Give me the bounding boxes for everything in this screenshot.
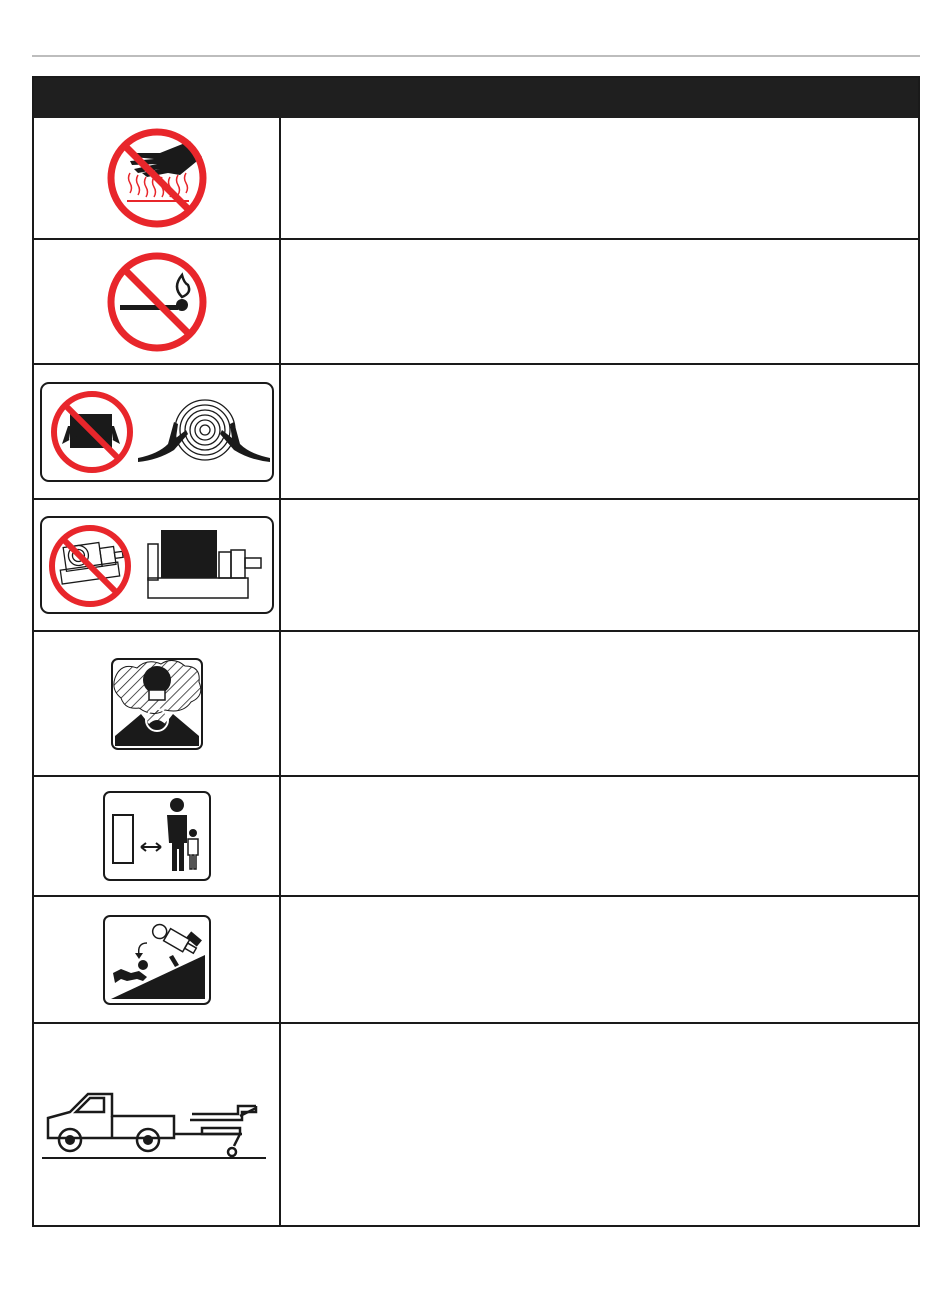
symbol-cell [34, 777, 279, 895]
description-cell [281, 897, 918, 1022]
table-header [34, 78, 918, 118]
symbol-cell [34, 632, 279, 775]
symbol-cell [34, 240, 279, 363]
no-touching-hot-surface-icon [102, 123, 212, 233]
symbol-cell [34, 365, 279, 498]
symbol-cell [34, 1024, 279, 1227]
support-log-with-hands-icon [40, 382, 274, 482]
description-cell [281, 632, 918, 775]
description-cell [281, 777, 918, 895]
table-row [34, 118, 918, 238]
top-rule [32, 55, 920, 57]
table-row [34, 238, 918, 363]
table-row [34, 630, 918, 775]
table-row [34, 775, 918, 895]
tipping-hazard-slope-icon [103, 915, 211, 1005]
table-row [34, 498, 918, 630]
safety-symbols-table [32, 76, 920, 1227]
table-row [34, 363, 918, 498]
description-cell [281, 1024, 918, 1227]
symbol-cell [34, 897, 279, 1022]
toxic-fumes-icon [111, 658, 203, 750]
table-row [34, 895, 918, 1022]
symbol-cell [34, 500, 279, 630]
description-cell [281, 240, 918, 363]
description-cell [281, 365, 918, 498]
keep-splitter-level-icon [40, 516, 274, 614]
symbol-cell [34, 118, 279, 238]
symbol-column-header [46, 78, 266, 118]
description-column-header [293, 78, 893, 118]
description-cell [281, 118, 918, 238]
towing-behind-truck-icon [42, 1086, 272, 1166]
description-cell [281, 500, 918, 630]
keep-bystanders-away-icon [103, 791, 211, 881]
no-open-flame-icon [102, 247, 212, 357]
table-row [34, 1022, 918, 1227]
